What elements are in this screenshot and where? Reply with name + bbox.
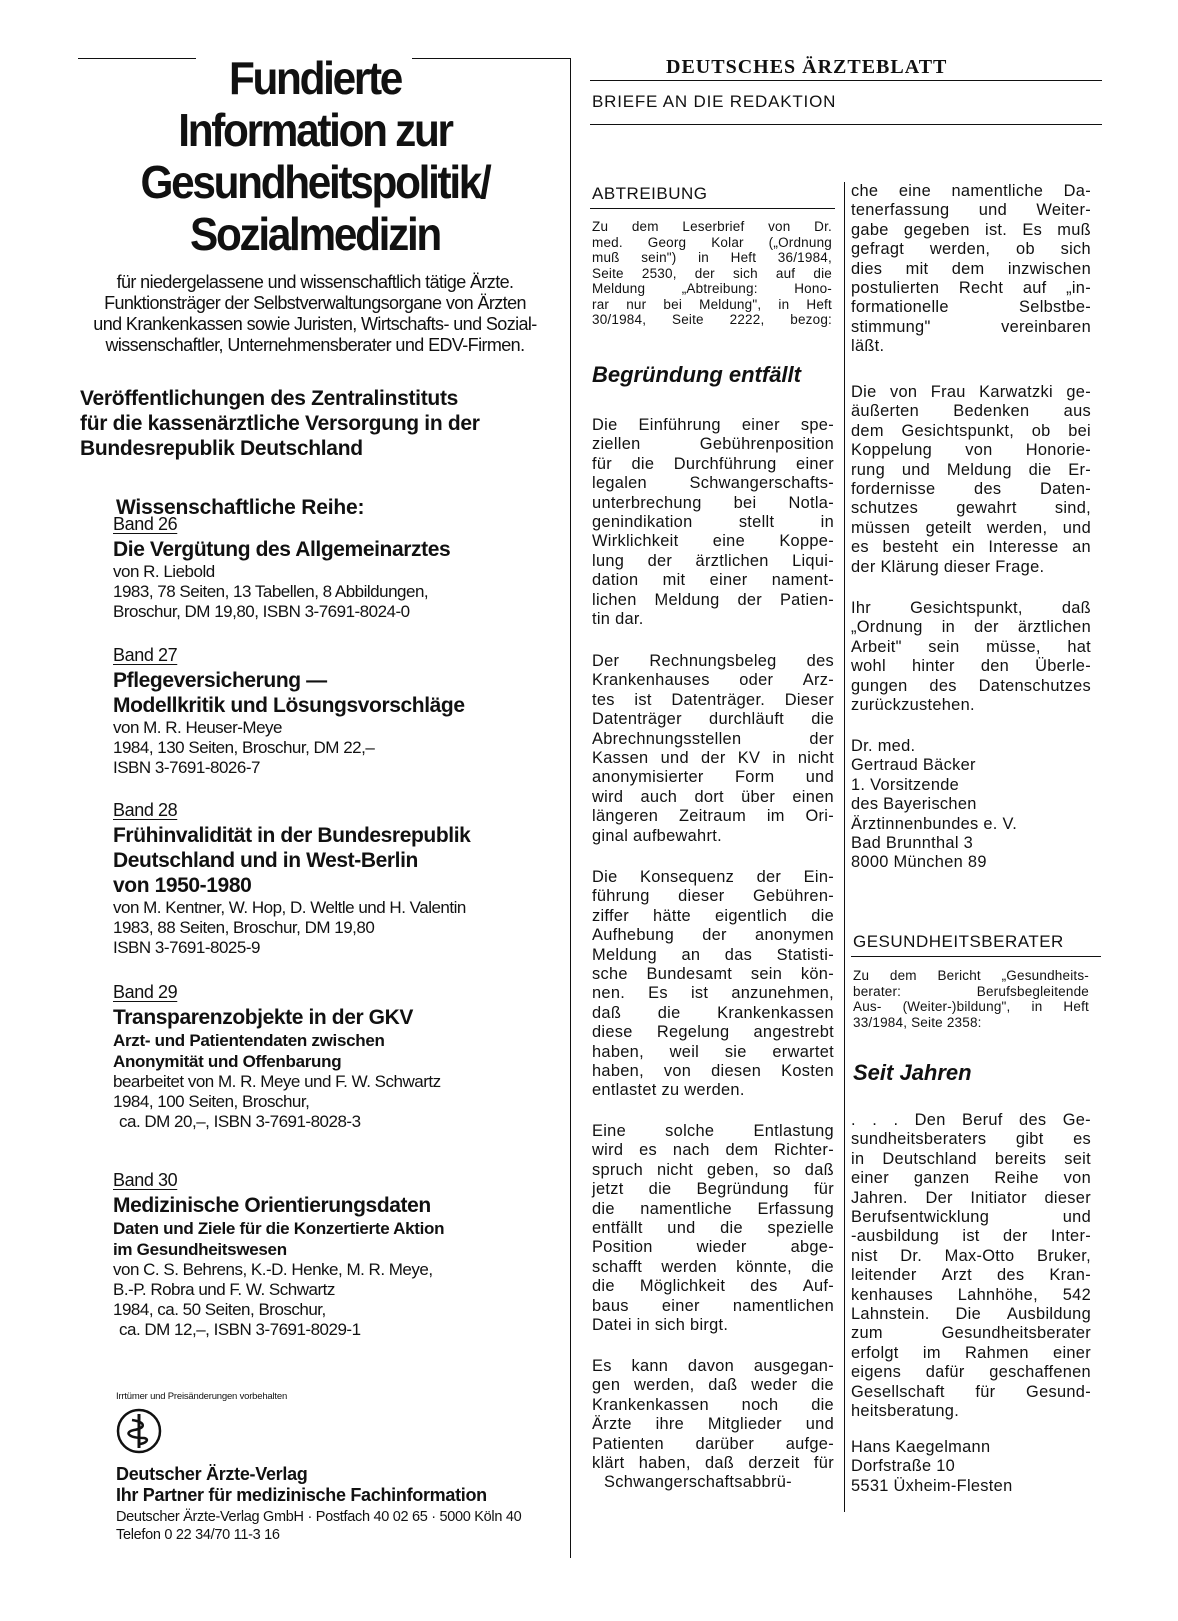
band-label: Band 28 bbox=[113, 800, 178, 820]
ref-line: muß sein") in Heft 36/1984, bbox=[592, 250, 832, 265]
band-title: Die Vergütung des Allgemeinarztes bbox=[113, 538, 451, 561]
series-title: Wissenschaftliche Reihe: bbox=[116, 496, 365, 519]
text-line: Ihr Gesichtspunkt, daß bbox=[851, 599, 1091, 617]
text-line: stimmung" vereinbaren bbox=[851, 317, 1091, 336]
text-line: haben, weil sie erwartet bbox=[592, 1042, 834, 1061]
letter1-paragraph bbox=[851, 182, 1091, 357]
band-entry bbox=[113, 1170, 563, 1340]
band-detail: 1983, 78 Seiten, 13 Tabellen, 8 Abbildungen, bbox=[113, 582, 429, 601]
address-line: Deutscher Ärzte-Verlag GmbH · Postfach 40 02 65 · 5000 Köln 40 bbox=[116, 1509, 522, 1525]
letter1-reference bbox=[592, 219, 832, 328]
text-line: Datenträger durchläuft die bbox=[592, 710, 834, 729]
band-detail: B.-P. Robra und F. W. Schwartz bbox=[113, 1280, 335, 1299]
band-detail: von C. S. Behrens, K.-D. Henke, M. R. Meye, bbox=[113, 1260, 433, 1279]
text-line: Die Konsequenz der Ein- bbox=[592, 868, 834, 886]
journal-title: DEUTSCHES ÄRZTEBLATT bbox=[666, 56, 948, 78]
text-line: einer ganzen Reihe von bbox=[851, 1169, 1091, 1188]
text-line: genindikation stellt in bbox=[592, 513, 834, 532]
band-detail: 1984, 130 Seiten, Broschur, DM 22,– bbox=[113, 738, 375, 757]
band-entry bbox=[113, 645, 563, 778]
text-line: Schwangerschaftsabbrü- bbox=[604, 1473, 792, 1492]
band-title: von 1950-1980 bbox=[113, 874, 252, 897]
band-detail: ISBN 3-7691-8026-7 bbox=[113, 758, 260, 777]
text-line: -ausbildung ist der Inter- bbox=[851, 1227, 1091, 1246]
band-detail: Broschur, DM 19,80, ISBN 3-7691-8024-0 bbox=[113, 602, 410, 621]
text-line: tes ist Datenträger. Dieser bbox=[592, 690, 834, 709]
letter1-paragraph bbox=[592, 652, 834, 846]
text-line: heitsberatung. bbox=[851, 1402, 960, 1421]
band-label: Band 26 bbox=[113, 514, 178, 534]
text-line: müssen geteilt werden, und bbox=[851, 518, 1091, 537]
letter2-topic-rule bbox=[851, 956, 1101, 957]
text-line: Der Rechnungsbeleg des bbox=[592, 652, 834, 670]
text-line: Eine solche Entlastung bbox=[592, 1122, 834, 1140]
text-line: wird es nach dem Richter- bbox=[592, 1141, 834, 1160]
text-line: haben, von diesen Kosten bbox=[592, 1062, 834, 1081]
text-line: dation mit einer nament- bbox=[592, 571, 834, 590]
section-rule bbox=[590, 124, 1102, 125]
text-line: wird auch dort über einen bbox=[592, 787, 834, 806]
text-line: „Ordnung in der ärztlichen bbox=[851, 618, 1091, 637]
band-detail: 1983, 88 Seiten, Broschur, DM 19,80 bbox=[113, 918, 375, 937]
text-line: äußerten Bedenken aus bbox=[851, 402, 1091, 421]
band-subtitle: Daten und Ziele für die Konzertierte Aktion bbox=[113, 1219, 445, 1238]
text-line: Arbeit" sein müsse, hat bbox=[851, 637, 1091, 656]
text-line: die Möglichkeit des Auf- bbox=[592, 1277, 834, 1296]
letter2-paragraph bbox=[851, 1111, 1091, 1422]
band-detail: bearbeitet von M. R. Meye und F. W. Schwartz bbox=[113, 1072, 441, 1091]
text-line: formationelle Selbstbe- bbox=[851, 298, 1091, 317]
text-line: die namentliche Erfassung bbox=[592, 1199, 834, 1218]
text-line: daß die Krankenkassen bbox=[592, 1003, 834, 1022]
band-subtitle: Anonymität und Offenbarung bbox=[113, 1052, 342, 1071]
text-line: sundheitsberaters gibt es bbox=[851, 1130, 1091, 1149]
text-line: nen. Es ist anzunehmen, bbox=[592, 984, 834, 1003]
band-subtitle: im Gesundheitswesen bbox=[113, 1240, 287, 1259]
text-line: che eine namentliche Da- bbox=[851, 182, 1091, 200]
ref-line: Aus- (Weiter-)bildung", in Heft bbox=[853, 999, 1089, 1014]
signature-line: 8000 München 89 bbox=[851, 853, 987, 872]
text-line: führung dieser Gebühren- bbox=[592, 887, 834, 906]
ref-line: Zu dem Bericht „Gesundheits- bbox=[853, 968, 1089, 983]
band-detail: von M. Kentner, W. Hop, D. Weltle und H. Valentin bbox=[113, 898, 466, 917]
text-line: der Klärung dieser Frage. bbox=[851, 557, 1045, 576]
band-entry bbox=[113, 982, 563, 1132]
publisher-line: Deutscher Ärzte-Verlag bbox=[116, 1464, 308, 1484]
letter1-signature bbox=[851, 737, 1091, 873]
text-line: eigens dafür geschaffenen bbox=[851, 1363, 1091, 1382]
text-line: Ärzte ihre Mitglieder und bbox=[592, 1415, 834, 1434]
text-line: Die von Frau Karwatzki ge- bbox=[851, 383, 1091, 401]
text-line: Koppelung von Honorie- bbox=[851, 441, 1091, 460]
ref-line: Seite 2530, der sich auf die bbox=[592, 265, 832, 281]
signature-line: 1. Vorsitzende bbox=[851, 775, 960, 794]
ad-title-line: Gesundheitspolitik/ bbox=[140, 156, 490, 208]
text-line: entlastet zu werden. bbox=[592, 1081, 745, 1100]
section-title: BRIEFE AN DIE REDAKTION bbox=[592, 92, 837, 111]
signature-line: Ärztinnenbundes e. V. bbox=[851, 814, 1018, 833]
text-line: lung der ärztlichen Liqui- bbox=[592, 551, 834, 570]
band-title: Transparenzobjekte in der GKV bbox=[113, 1006, 413, 1029]
text-line: legalen Schwangerschafts- bbox=[592, 474, 834, 493]
text-line: Datei in sich birgt. bbox=[592, 1316, 729, 1335]
band-label: Band 30 bbox=[113, 1170, 178, 1190]
journal-rule bbox=[590, 80, 1102, 81]
ad-intro-line: Funktionsträger der Selbstverwaltungsorgane von Ärzten bbox=[104, 293, 526, 313]
text-line: es besteht ein Interesse an bbox=[851, 538, 1091, 557]
band-detail: ca. DM 12,–, ISBN 3-7691-8029-1 bbox=[119, 1320, 361, 1339]
band-subtitle: Arzt- und Patientendaten zwischen bbox=[113, 1031, 385, 1050]
band-entry bbox=[113, 514, 563, 622]
text-line: wohl hinter den Überle- bbox=[851, 657, 1091, 676]
column-rule bbox=[844, 182, 845, 1512]
text-line: kenhauses Lahnhöhe, 542 bbox=[851, 1285, 1091, 1304]
publisher-name bbox=[116, 1464, 487, 1506]
signature-line: Hans Kaegelmann bbox=[851, 1438, 991, 1456]
letter1-heading: Begründung entfällt bbox=[592, 362, 801, 387]
aesculapius-logo-icon bbox=[116, 1408, 162, 1454]
letter2-signature bbox=[851, 1438, 1091, 1496]
text-line: Abrechnungsstellen der bbox=[592, 729, 834, 748]
ad-title bbox=[99, 52, 531, 260]
text-line: tin dar. bbox=[592, 610, 644, 629]
ad-publications-line: für die kassenärztliche Versorgung in der bbox=[80, 412, 480, 435]
band-detail: von M. R. Heuser-Meye bbox=[113, 718, 282, 737]
signature-line: Gertraud Bäcker bbox=[851, 756, 976, 775]
text-line: fordernisse des Daten- bbox=[851, 480, 1091, 499]
text-line: Gesellschaft für Gesund- bbox=[851, 1382, 1091, 1401]
text-line: in Deutschland bereits seit bbox=[851, 1149, 1091, 1168]
text-line: dem Gesichtspunkt, ob bei bbox=[851, 421, 1091, 440]
text-line: Lahnstein. Die Ausbildung bbox=[851, 1305, 1091, 1324]
text-line: Kassen und der KV in nicht bbox=[592, 749, 834, 768]
text-line: anonymisierter Form und bbox=[592, 768, 834, 787]
band-title: Pflegeversicherung — bbox=[113, 669, 327, 692]
ad-intro-line: und Krankenkassen sowie Juristen, Wirtschafts- und Sozial- bbox=[93, 314, 537, 334]
band-detail: von R. Liebold bbox=[113, 562, 215, 581]
text-line: gen werden, daß weder die bbox=[592, 1376, 834, 1395]
text-line: Position wieder abge- bbox=[592, 1238, 834, 1257]
text-line: lichen Meldung der Patien- bbox=[592, 590, 834, 609]
text-line: tenerfassung und Weiter- bbox=[851, 201, 1091, 220]
ad-title-line: Information zur bbox=[178, 104, 452, 156]
text-line: unterbrechung bei Notla- bbox=[592, 493, 834, 512]
signature-line: Dorfstraße 10 bbox=[851, 1457, 956, 1476]
text-line: entfällt und die spezielle bbox=[592, 1219, 834, 1238]
ref-line: rar nur bei Meldung", in Heft bbox=[592, 296, 832, 312]
publisher-address bbox=[116, 1508, 521, 1544]
signature-line: Bad Brunnthal 3 bbox=[851, 834, 974, 853]
text-line: läßt. bbox=[851, 337, 885, 356]
text-line: rung und Meldung die Er- bbox=[851, 460, 1091, 479]
text-line: zurückzustehen. bbox=[851, 696, 975, 715]
text-line: diese Regelung angestrebt bbox=[592, 1023, 834, 1042]
text-line: Krankenhauses oder Arz- bbox=[592, 671, 834, 690]
band-detail: ca. DM 20,–, ISBN 3-7691-8028-3 bbox=[119, 1112, 361, 1131]
ad-title-line: Sozialmedizin bbox=[190, 208, 440, 260]
band-label: Band 27 bbox=[113, 645, 178, 665]
text-line: schafft werden könnte, die bbox=[592, 1257, 834, 1276]
text-line: Aufhebung der anonymen bbox=[592, 926, 834, 945]
text-line: für die Durchführung einer bbox=[592, 454, 834, 473]
band-detail: ISBN 3-7691-8025-9 bbox=[113, 938, 260, 957]
ref-line: Meldung „Abtreibung: Hono- bbox=[592, 281, 832, 296]
ad-publications-heading bbox=[80, 386, 570, 461]
band-label: Band 29 bbox=[113, 982, 178, 1002]
letter1-paragraph bbox=[592, 1357, 834, 1493]
text-line: Patienten darüber aufge- bbox=[592, 1434, 834, 1453]
text-line: . . . Den Beruf des Ge- bbox=[851, 1111, 1091, 1129]
signature-line: Dr. med. bbox=[851, 737, 916, 755]
text-line: Es kann davon ausgegan- bbox=[592, 1357, 834, 1375]
text-line: ziellen Gebührenposition bbox=[592, 435, 834, 454]
publisher-line: Ihr Partner für medizinische Fachinformation bbox=[116, 1485, 487, 1505]
text-line: baus einer namentlichen bbox=[592, 1296, 834, 1315]
band-title: Deutschland und in West-Berlin bbox=[113, 849, 418, 872]
band-title: Modellkritik und Lösungsvorschläge bbox=[113, 694, 465, 717]
ad-disclaimer: Irrtümer und Preisänderungen vorbehalten bbox=[116, 1391, 288, 1402]
text-line: ziffer hätte eigentlich die bbox=[592, 906, 834, 925]
text-line: Wirklichkeit eine Koppe- bbox=[592, 532, 834, 551]
signature-line: des Bayerischen bbox=[851, 795, 977, 814]
ref-line: berater: Berufsbegleitende bbox=[853, 983, 1089, 999]
signature-line: 5531 Üxheim-Flesten bbox=[851, 1476, 1013, 1495]
letter1-topic: ABTREIBUNG bbox=[592, 184, 708, 203]
text-line: schutzes gewahrt sind, bbox=[851, 499, 1091, 518]
text-line: nist Dr. Max-Otto Bruker, bbox=[851, 1246, 1091, 1265]
text-line: klärt haben, daß derzeit für bbox=[592, 1454, 834, 1473]
text-line: postulierten Recht auf „in- bbox=[851, 279, 1091, 298]
text-line: ginal aufbewahrt. bbox=[592, 826, 722, 845]
ad-intro-line: für niedergelassene und wissenschaftlich tätige Ärzte. bbox=[116, 272, 514, 292]
letter1-paragraph bbox=[592, 416, 834, 629]
ref-line: Zu dem Leserbrief von Dr. bbox=[592, 219, 832, 234]
letter2-reference bbox=[853, 968, 1089, 1030]
text-line: gabe gegeben ist. Es muß bbox=[851, 220, 1091, 239]
ref-line: med. Georg Kolar („Ordnung bbox=[592, 234, 832, 250]
address-line: Telefon 0 22 34/70 11-3 16 bbox=[116, 1527, 280, 1543]
text-line: dies mit dem inzwischen bbox=[851, 259, 1091, 278]
text-line: längeren Zeitraum im Ori- bbox=[592, 807, 834, 826]
letter1-topic-rule bbox=[590, 208, 835, 209]
text-line: erfolgt im Rahmen einer bbox=[851, 1343, 1091, 1362]
letter1-paragraph bbox=[851, 383, 1091, 577]
band-title: Medizinische Orientierungsdaten bbox=[113, 1194, 431, 1217]
ad-title-line: Fundierte bbox=[228, 52, 402, 104]
text-line: spruch nicht geben, so daß bbox=[592, 1160, 834, 1179]
text-line: leitender Arzt des Kran- bbox=[851, 1266, 1091, 1285]
text-line: gungen des Datenschutzes bbox=[851, 676, 1091, 695]
ad-right-rule bbox=[570, 58, 571, 1558]
text-line: Krankenkassen noch die bbox=[592, 1395, 834, 1414]
text-line: jetzt die Begründung für bbox=[592, 1180, 834, 1199]
text-line: zum Gesundheitsberater bbox=[851, 1324, 1091, 1343]
band-detail: 1984, 100 Seiten, Broschur, bbox=[113, 1092, 310, 1111]
ref-line: 33/1984, Seite 2358: bbox=[853, 1014, 982, 1030]
letter1-paragraph bbox=[592, 1122, 834, 1335]
text-line: Jahren. Der Initiator dieser bbox=[851, 1188, 1091, 1207]
letter1-paragraph bbox=[592, 868, 834, 1101]
ad-publications-line: Veröffentlichungen des Zentralinstituts bbox=[80, 387, 459, 410]
ad-intro bbox=[80, 272, 550, 356]
band-title: Frühinvalidität in der Bundesrepublik bbox=[113, 824, 471, 847]
text-line: Die Einführung einer spe- bbox=[592, 416, 834, 434]
letter2-heading: Seit Jahren bbox=[853, 1060, 972, 1085]
ad-intro-line: wissenschaftler, Unternehmensberater und EDV-Firmen. bbox=[105, 335, 525, 355]
letter2-topic: GESUNDHEITSBERATER bbox=[853, 932, 1064, 951]
text-line: Berufsentwicklung und bbox=[851, 1208, 1091, 1227]
text-line: Meldung an das Statisti- bbox=[592, 945, 834, 964]
letter1-paragraph bbox=[851, 599, 1091, 715]
ref-line: 30/1984, Seite 2222, bezog: bbox=[592, 312, 832, 327]
text-line: sche Bundesamt sein kön- bbox=[592, 965, 834, 984]
band-detail: 1984, ca. 50 Seiten, Broschur, bbox=[113, 1300, 326, 1319]
text-line: gefragt werden, ob sich bbox=[851, 240, 1091, 259]
ad-publications-line: Bundesrepublik Deutschland bbox=[80, 437, 363, 460]
band-entry bbox=[113, 800, 563, 958]
